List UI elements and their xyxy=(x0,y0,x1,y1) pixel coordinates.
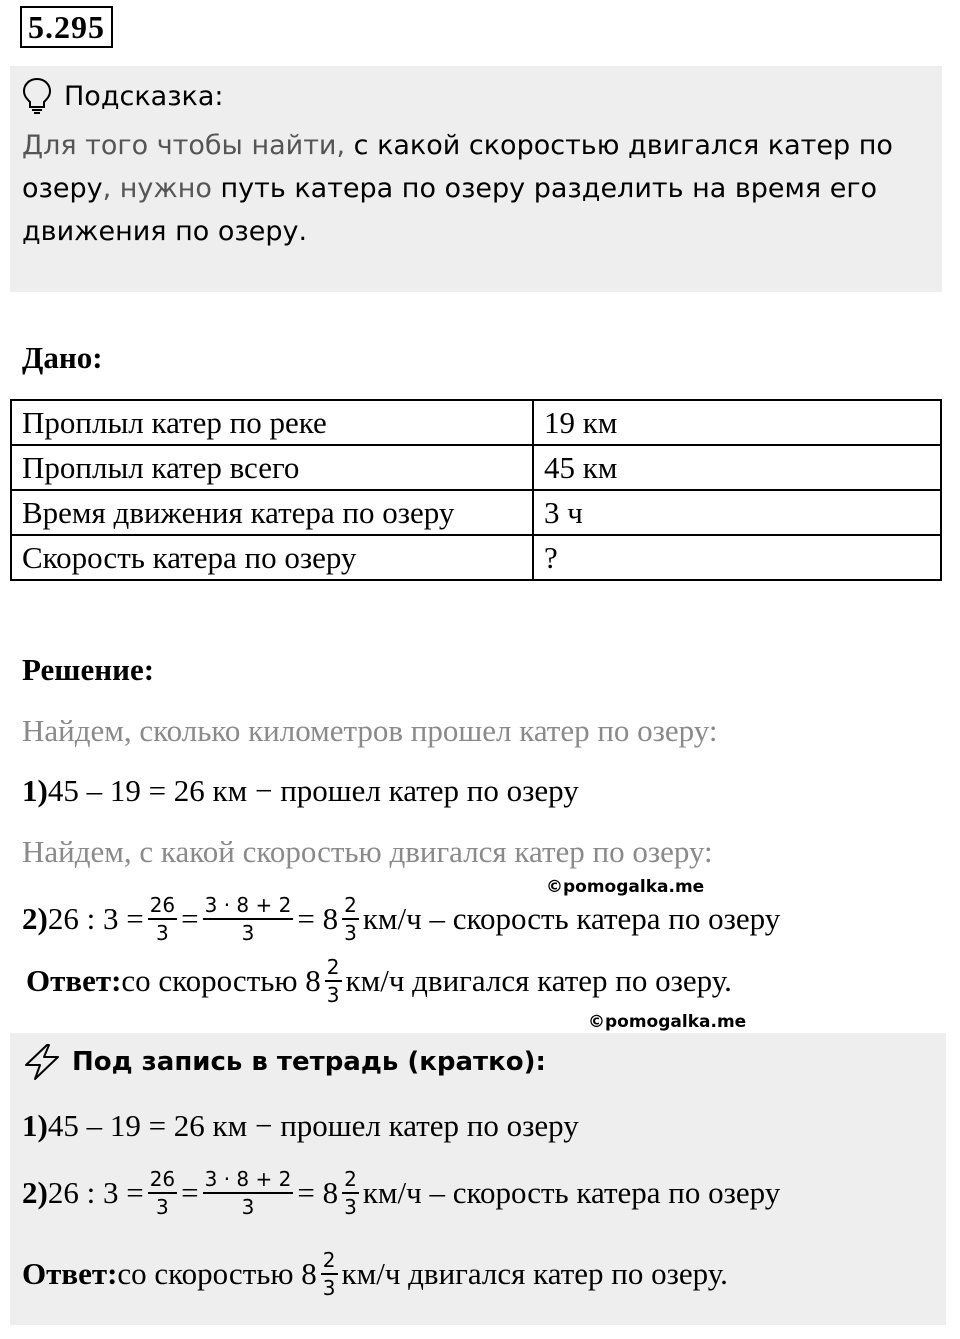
step1-number: 1) xyxy=(22,773,48,808)
equals-sign: = xyxy=(181,901,199,936)
fraction xyxy=(203,893,294,945)
hint-text-part-2: с какой скоростью двигался катер по озеру xyxy=(22,130,893,204)
fraction-denominator: 3 xyxy=(156,921,169,945)
step1-text: 45 – 19 = 26 км − прошел катер по озеру xyxy=(47,1108,579,1143)
lightbulb-icon xyxy=(22,77,52,115)
step2-tail: км/ч – скорость катера по озеру xyxy=(362,901,781,936)
answer-post: км/ч двигался катер по озеру. xyxy=(341,1256,728,1291)
answer-label: Ответ: xyxy=(22,1256,118,1291)
fraction xyxy=(148,1167,177,1219)
given-label: Время движения катера по озеру xyxy=(11,490,533,535)
fraction-numerator: 2 xyxy=(325,955,342,982)
given-label: Проплыл катер всего xyxy=(11,445,533,490)
table-row xyxy=(11,490,941,535)
given-label: Скорость катера по озеру xyxy=(11,535,533,580)
fraction-denominator: 3 xyxy=(344,921,357,945)
notes-answer-line xyxy=(22,1248,728,1300)
given-value: 3 ч xyxy=(533,490,941,535)
mixed-whole: = 8 xyxy=(297,1175,339,1210)
step2-lhs: 26 : 3 = xyxy=(47,1175,144,1210)
table-row xyxy=(11,535,941,580)
equals-sign: = xyxy=(181,1175,199,1210)
fraction xyxy=(148,893,177,945)
hint-title xyxy=(22,76,224,116)
step1-intro: Найдем, сколько километров прошел катер по озеру: xyxy=(22,713,718,748)
mixed-whole: = 8 xyxy=(297,901,339,936)
fraction-numerator: 2 xyxy=(342,1167,359,1194)
hint-title-text: Подсказка: xyxy=(64,80,224,112)
step1-line xyxy=(22,773,579,809)
step2-tail: км/ч – скорость катера по озеру xyxy=(362,1175,781,1210)
solution-title: Решение: xyxy=(22,652,155,687)
answer-pre: со скоростью 8 xyxy=(117,1256,317,1291)
fraction xyxy=(342,1167,359,1219)
step2-lhs: 26 : 3 = xyxy=(47,901,144,936)
lightning-icon xyxy=(22,1043,62,1081)
fraction-numerator: 2 xyxy=(342,893,359,920)
notes-step1-line xyxy=(22,1108,579,1144)
fraction-numerator: 3 · 8 + 2 xyxy=(203,893,294,920)
fraction-numerator: 26 xyxy=(148,1167,177,1194)
step2-intro: Найдем, с какой скоростью двигался катер по озеру: xyxy=(22,834,713,869)
given-value: 19 км xyxy=(533,400,941,445)
step2-line xyxy=(22,893,780,945)
hint-text-part-1: Для того чтобы найти, xyxy=(22,130,354,161)
watermark: ©pomogalka.me xyxy=(546,877,705,897)
notes-step2-line xyxy=(22,1167,780,1219)
fraction-denominator: 3 xyxy=(322,1276,336,1300)
task-number: 5.295 xyxy=(20,6,113,48)
fraction-denominator: 3 xyxy=(326,983,340,1007)
fraction-denominator: 3 xyxy=(241,921,255,945)
fraction xyxy=(203,1167,294,1219)
fraction xyxy=(325,955,342,1007)
fraction-numerator: 26 xyxy=(148,893,177,920)
given-label: Проплыл катер по реке xyxy=(11,400,533,445)
fraction-denominator: 3 xyxy=(241,1195,255,1219)
hint-text-part-3: , нужно xyxy=(102,173,221,204)
fraction-denominator: 3 xyxy=(156,1195,169,1219)
hint-text-part-4: путь катера по озеру разделить на время его движения по озеру. xyxy=(22,173,878,247)
step1-text: 45 – 19 = 26 км − прошел катер по озеру xyxy=(47,773,579,808)
fraction-numerator: 3 · 8 + 2 xyxy=(203,1167,294,1194)
notes-title-text: Под запись в тетрадь (кратко): xyxy=(72,1047,546,1077)
answer-line xyxy=(26,955,732,1007)
fraction-numerator: 2 xyxy=(321,1248,338,1275)
notes-title xyxy=(22,1040,546,1084)
given-table xyxy=(10,399,942,581)
hint-text xyxy=(22,124,927,253)
table-row xyxy=(11,445,941,490)
step2-number: 2) xyxy=(22,1175,48,1210)
answer-post: км/ч двигался катер по озеру. xyxy=(345,963,732,998)
given-value: 45 км xyxy=(533,445,941,490)
answer-pre: со скоростью 8 xyxy=(121,963,321,998)
given-value: ? xyxy=(533,535,941,580)
watermark: ©pomogalka.me xyxy=(588,1012,747,1032)
table-row xyxy=(11,400,941,445)
given-title: Дано: xyxy=(22,340,103,375)
fraction xyxy=(342,893,359,945)
answer-label: Ответ: xyxy=(26,963,122,998)
step2-number: 2) xyxy=(22,901,48,936)
fraction-denominator: 3 xyxy=(344,1195,357,1219)
fraction xyxy=(321,1248,338,1300)
step1-number: 1) xyxy=(22,1108,48,1143)
